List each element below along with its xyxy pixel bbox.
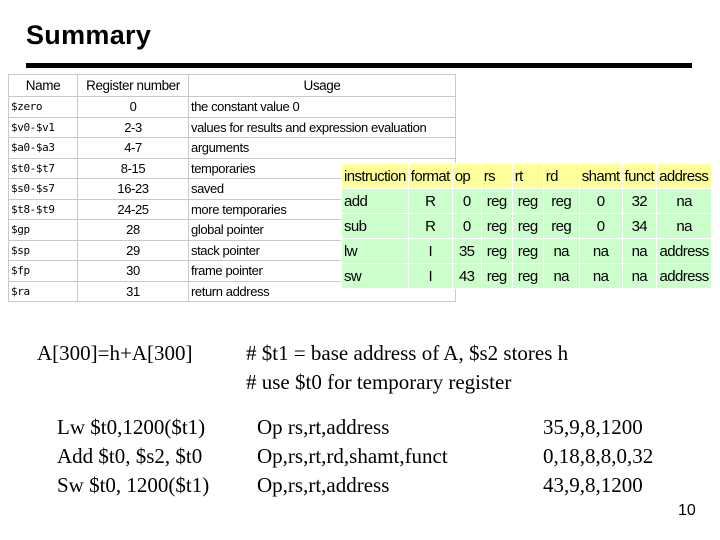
register-usage: return address (189, 281, 456, 302)
format-line-add: Op,rs,rt,rd,shamt,funct (257, 444, 448, 468)
table-row (9, 97, 456, 118)
rt-cell: reg (512, 239, 543, 264)
op-cell: 0 (452, 214, 481, 239)
funct-cell: na (622, 264, 657, 289)
register-number: 28 (78, 220, 189, 241)
rs-cell: reg (481, 239, 512, 264)
header-name: Name (9, 75, 78, 97)
header-format: format (408, 164, 452, 189)
format-cell: I (408, 239, 452, 264)
format-cell: R (408, 189, 452, 214)
register-name: $t0-$t7 (9, 158, 78, 179)
values-line-lw: 35,9,8,1200 (543, 415, 643, 439)
register-name: $zero (9, 97, 78, 118)
instruction-cell: add (342, 189, 409, 214)
register-name: $a0-$a3 (9, 138, 78, 159)
instruction-cell: lw (342, 239, 409, 264)
register-usage: frame pointer (189, 261, 456, 282)
register-usage: global pointer (189, 220, 456, 241)
op-cell: 0 (452, 189, 481, 214)
rd-cell: na (543, 239, 579, 264)
header-rd: rd (543, 164, 579, 189)
page-title: Summary (26, 20, 152, 50)
instruction-cell: sw (342, 264, 409, 289)
instruction-cell: sub (342, 214, 409, 239)
instruction-format-table (341, 163, 712, 289)
op-cell: 35 (452, 239, 481, 264)
format-line-lw: Op rs,rt,address (257, 415, 390, 439)
register-name: $gp (9, 220, 78, 241)
table-row (342, 264, 712, 289)
example-comment-base-address: # $t1 = base address of A, $s2 stores h (246, 341, 569, 365)
asm-line-lw: Lw $t0,1200($t1) (57, 415, 206, 439)
rd-cell: reg (543, 189, 579, 214)
shamt-cell: na (579, 239, 622, 264)
header-rs: rs (481, 164, 512, 189)
table-row (342, 189, 712, 214)
funct-cell: 32 (622, 189, 657, 214)
funct-cell: 34 (622, 214, 657, 239)
rd-cell: na (543, 264, 579, 289)
address-cell: address (657, 264, 712, 289)
register-usage: more temporaries (189, 199, 456, 220)
register-name: $t8-$t9 (9, 199, 78, 220)
table-row (342, 214, 712, 239)
register-table-header (9, 75, 456, 97)
address-cell: address (657, 239, 712, 264)
rs-cell: reg (481, 264, 512, 289)
register-usage: arguments (189, 138, 456, 159)
funct-cell: na (622, 239, 657, 264)
register-number: 8-15 (78, 158, 189, 179)
rs-cell: reg (481, 214, 512, 239)
shamt-cell: 0 (579, 189, 622, 214)
title-divider (26, 63, 692, 68)
values-line-sw: 43,9,8,1200 (543, 473, 643, 497)
address-cell: na (657, 214, 712, 239)
page-number: 10 (678, 502, 696, 519)
register-usage: the constant value 0 (189, 97, 456, 118)
format-line-sw: Op,rs,rt,address (257, 473, 390, 497)
register-number: 31 (78, 281, 189, 302)
register-name: $v0-$v1 (9, 117, 78, 138)
example-comment-temporary: # use $t0 for temporary register (246, 370, 512, 394)
register-usage: values for results and expression evaluation (189, 117, 456, 138)
header-rt: rt (512, 164, 543, 189)
table-row (9, 117, 456, 138)
asm-line-sw: Sw $t0, 1200($t1) (57, 473, 210, 497)
format-table-header (342, 164, 712, 189)
register-number: 4-7 (78, 138, 189, 159)
header-funct: funct (622, 164, 657, 189)
asm-line-add: Add $t0, $s2, $t0 (57, 444, 203, 468)
values-line-add: 0,18,8,8,0,32 (543, 444, 654, 468)
register-name: $fp (9, 261, 78, 282)
register-number: 24-25 (78, 199, 189, 220)
header-instruction: instruction (342, 164, 409, 189)
register-number: 30 (78, 261, 189, 282)
register-number: 16-23 (78, 179, 189, 200)
header-register-number: Register number (78, 75, 189, 97)
format-cell: R (408, 214, 452, 239)
header-address: address (657, 164, 712, 189)
example-statement: A[300]=h+A[300] (37, 341, 193, 365)
register-number: 2-3 (78, 117, 189, 138)
format-cell: I (408, 264, 452, 289)
header-usage: Usage (189, 75, 456, 97)
address-cell: na (657, 189, 712, 214)
register-usage: temporaries (189, 158, 456, 179)
register-number: 29 (78, 240, 189, 261)
register-usage: saved (189, 179, 456, 200)
rt-cell: reg (512, 189, 543, 214)
register-number: 0 (78, 97, 189, 118)
register-name: $s0-$s7 (9, 179, 78, 200)
header-shamt: shamt (579, 164, 622, 189)
rs-cell: reg (481, 189, 512, 214)
header-op: op (452, 164, 481, 189)
table-row (342, 239, 712, 264)
register-usage: stack pointer (189, 240, 456, 261)
rt-cell: reg (512, 264, 543, 289)
shamt-cell: na (579, 264, 622, 289)
shamt-cell: 0 (579, 214, 622, 239)
rt-cell: reg (512, 214, 543, 239)
register-name: $ra (9, 281, 78, 302)
op-cell: 43 (452, 264, 481, 289)
table-row (9, 138, 456, 159)
register-name: $sp (9, 240, 78, 261)
rd-cell: reg (543, 214, 579, 239)
